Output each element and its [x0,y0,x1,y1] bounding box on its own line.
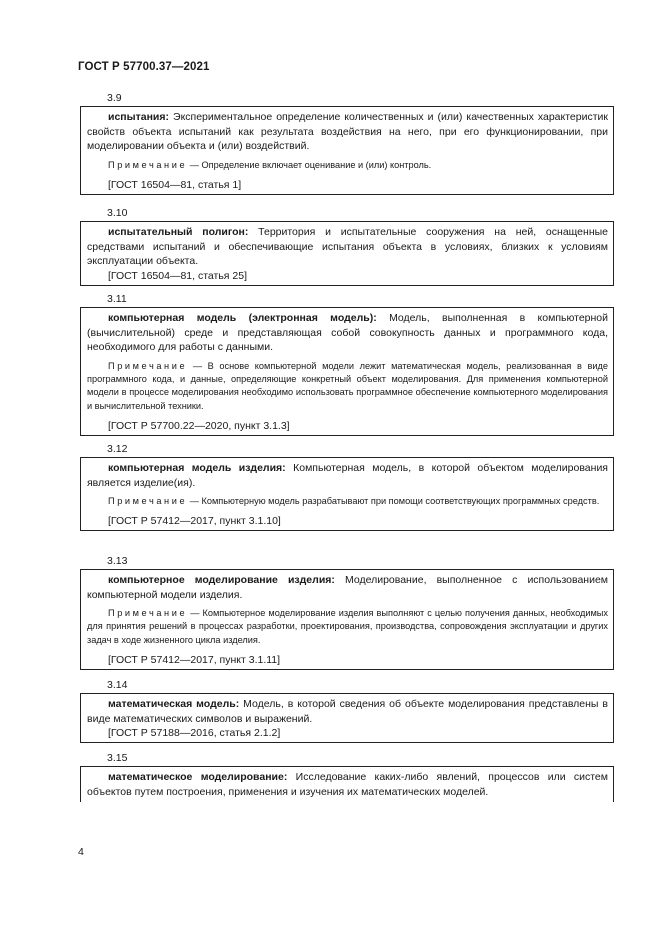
term-definition: компьютерная модель изделия: Компьютерная модель, в которой объектом моделирования является изделие(ия). [87,462,608,489]
note-label: Примечание [108,360,188,371]
term-definition: компьютерная модель (электронная модель): Модель, выполненная в компьютерной (вычислительной) среде и представляющая собой совокупность данных и программного кода, необходимого для работы с данными. [87,312,609,353]
term-note: Примечание — Определение включает оценивание и (или) контроль. [108,159,432,170]
term-definition: математическая модель: Модель, в которой сведения об объекте моделирования представлены в виде математических символов и выражений. [87,698,608,725]
term-definition: компьютерное моделирование изделия: Моделирование, выполненное с использованием компьютерной модели изделия. [87,574,609,601]
term-note: Примечание — Компьютерную модель разрабатывают при помощи соответствующих программных средств. [108,496,600,506]
document-header: ГОСТ Р 57700.37—2021 [78,61,210,73]
term-entry [80,457,614,531]
term-name: испытательный полигон: [108,226,249,238]
term-source: [ГОСТ Р 57188—2016, статья 2.1.2] [108,727,281,739]
term-number: 3.14 [107,679,128,691]
note-label: Примечание [108,159,188,170]
note-label: Примечание [108,608,188,618]
term-name: компьютерная модель (электронная модель): [108,312,377,324]
term-entry [80,106,614,195]
note-label: Примечание [108,496,188,506]
term-source: [ГОСТ 16504—81, статья 1] [108,178,242,191]
term-entry [80,307,614,436]
page-number: 4 [78,846,84,858]
term-name: математическая модель: [108,698,240,710]
term-definition: испытательный полигон: Территория и испытательные сооружения на ней, оснащенные средствами испытаний и обеспечивающие испытания объекта в условиях, близких к условиям эксплуатации объекта. [87,226,608,267]
term-number: 3.11 [107,293,127,305]
term-number: 3.10 [107,207,128,219]
term-source: [ГОСТ Р 57412—2017, пункт 3.1.11] [108,654,281,667]
term-entry [80,766,614,802]
term-source: [ГОСТ 16504—81, статья 25] [108,269,247,282]
term-name: компьютерное моделирование изделия: [108,574,335,586]
term-number: 3.13 [107,555,128,567]
term-number: 3.9 [107,92,122,104]
term-definition: математическое моделирование: Исследование каких-либо явлений, процессов или систем объектов путем построения, применения и изучения их математических моделей. [87,771,608,798]
term-name: математическое моделирование: [108,771,288,783]
term-name: компьютерная модель изделия: [108,462,286,474]
term-number: 3.12 [107,443,128,455]
term-source: [ГОСТ Р 57700.22—2020, пункт 3.1.3] [108,420,290,433]
term-entry [80,569,614,670]
term-entry [80,693,614,743]
term-entry [80,221,614,286]
term-definition: испытания: Экспериментальное определение количественных и (или) качественных характеристик свойств объекта испытаний как результата воздействия на него, при его функционировании, при моделировании объекта и (или) воздействий. [87,111,608,152]
term-source: [ГОСТ Р 57412—2017, пункт 3.1.10] [108,515,281,528]
term-note: Примечание — В основе компьютерной модели лежит математическая модель, реализованная в виде программного кода, и данные, определяющие конкретный объект моделирования. Для применения компьютерной модели в процессе моделирования необходимо использовать программное обеспечение компьютерного моделирования и вычислительной техники. [87,360,608,411]
term-number: 3.15 [107,752,128,764]
term-name: испытания: [108,111,170,123]
term-note: Примечание — Компьютерное моделирование изделия выполняют с целью получения данных, необходимых для принятия решений в процессах разработки, проектирования, производства, сопровождения эксплуатации и других задач в ходе жизненного цикла изделия. [87,608,608,645]
